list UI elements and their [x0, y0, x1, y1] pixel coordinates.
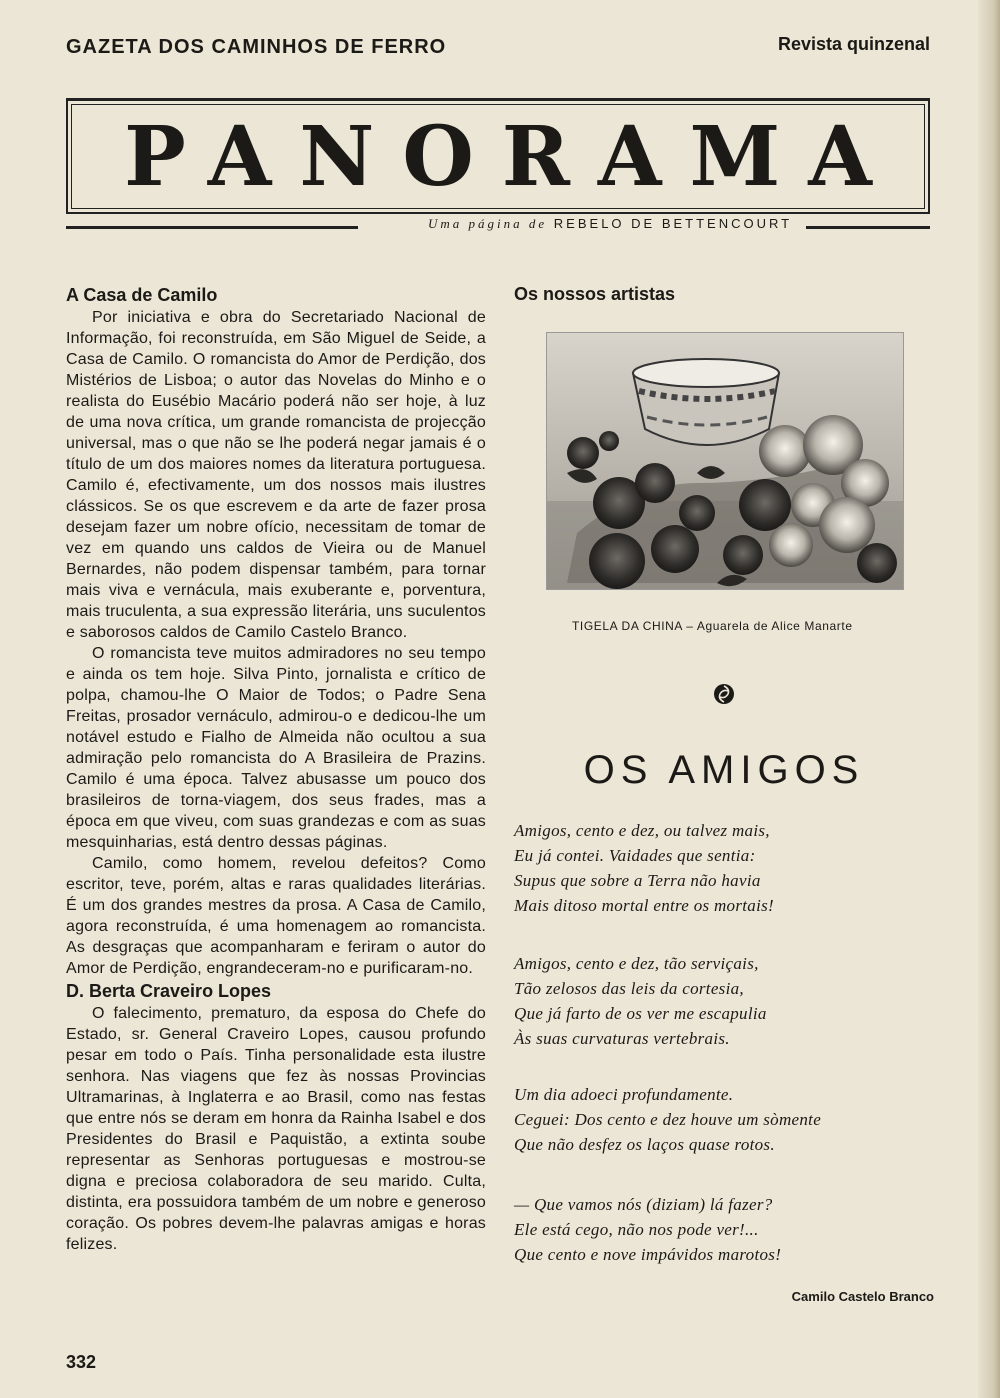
page-spine-shadow [978, 0, 1000, 1398]
poem-line: Eu já contei. Vaidades que sentia: [514, 846, 756, 865]
painting-image [546, 332, 904, 590]
poem-line: Que não desfez os laços quase rotos. [514, 1135, 775, 1154]
poem-line: Ceguei: Dos cento e dez houve um sòmente [514, 1110, 822, 1129]
poem-stanza [514, 818, 934, 918]
artists-heading: Os nossos artistas [514, 284, 676, 304]
article-paragraph: O romancista teve muitos admiradores no seu tempo e ainda os tem hoje. Silva Pinto, jornalista e crítico de polpa, chamou-lhe O Maior de Todos; o Padre Sena Freitas, prosador vernáculo, admirou-o e dedicou-lhe um notável estudo e Fialho de Almeida não ocultou a sua admiração pelo romancista do A Brasileira de Prazins. Camilo é uma época. Talvez abusasse um pouco dos brasileiros de torna-viagem, dos seus frades, mas a época em que viveu, com suas grandezas e com as suas mesquinharias, está dentro dessas páginas. [66, 645, 486, 851]
article-paragraph: O falecimento, prematuro, da esposa do Chefe do Estado, sr. General Craveiro Lopes, causou profundo pesar em todo o País. Tinha personalidade esta ilustre senhora. Nas viagens que fez às nossas Provincias Ultramarinas, à Inglaterra e ao Brasil, como nas festas que entre nós se deram em honra da Rainha Isabel e dos Presidentes do Brasil e Paquistão, a extinta soube representar as Senhoras portuguesas e mostrou-se digna e preciosa colaboradora de seu marido. Culta, distinta, era possuidora também de um nobre e generoso coração. Os pobres devem-lhe palavras amigas e horas felizes. [66, 1005, 486, 1253]
poem-line: Amigos, cento e dez, tão serviçais, [514, 954, 759, 973]
byline-rule-right [806, 226, 930, 229]
byline [424, 216, 796, 232]
still-life-illustration [547, 333, 903, 589]
poem-line: Amigos, cento e dez, ou talvez mais, [514, 821, 770, 840]
page-number: 332 [66, 1352, 97, 1372]
poem-line: Supus que sobre a Terra não havia [514, 871, 761, 890]
article-paragraph: Por iniciativa e obra do Secretariado Nacional de Informação, foi reconstruída, em São Miguel de Seide, a Casa de Camilo. O romancista do Amor de Perdição, dos Mistérios de Lisboa; o autor das Novelas do Minho e o realista do Eusébio Macário poderá não ser hoje, à luz de uma nova crítica, um grande romancista de projecção universal, mas o que não se lhe poderá negar jamais é o título de um dos maiores nomes da literatura portuguesa. Camilo é, efectivamente, um dos nossos mais ilustres clássicos. Se os que escrevem e da arte de fazer prosa desejam fazer um nobre ofício, necessitam de tomar de vez em quando uns caldos de Vieira ou de Manuel Bernardes, não podem dispensar também, para tornar mais viva e vernácula, mais exuberante e, porventura, mais truculenta, a sua expressão literária, uns suculentos e saborosos caldos de Camilo Castelo Branco. [66, 309, 486, 641]
poem-line: — Que vamos nós (diziam) lá fazer? [514, 1195, 773, 1214]
byline-rule-left [66, 226, 358, 229]
poem-stanza [514, 951, 934, 1051]
swirl-ornament-icon [713, 683, 735, 705]
poem-line: Que já farto de os ver me escapulia [514, 1004, 767, 1023]
right-column [514, 282, 934, 1304]
poem-stanza [514, 1082, 934, 1157]
poem-line: Ele está cego, não nos pode ver!... [514, 1220, 759, 1239]
byline-author: REBELO DE BETTENCOURT [553, 216, 793, 231]
poem-line: Mais ditoso mortal entre os mortais! [514, 896, 774, 915]
poem-line: Um dia adoeci profundamente. [514, 1085, 734, 1104]
panorama-banner [66, 98, 930, 214]
painting-caption: TIGELA DA CHINA – Aguarela de Alice Manarte [572, 619, 853, 633]
article-heading-berta-craveiro-lopes: D. Berta Craveiro Lopes [66, 981, 272, 1001]
article-paragraph: Camilo, como homem, revelou defeitos? Como escritor, teve, porém, altas e raras qualidades literárias. É um dos grandes mestres da prosa. A Casa de Camilo, agora reconstruída, é uma homenagem ao romancista. As desgraças que acompanharam e feriram o autor do Amor de Perdição, engrandeceram-no e purificaram-no. [66, 855, 486, 977]
byline-row [66, 216, 930, 238]
poem-title: OS AMIGOS [583, 748, 865, 792]
poem-line: Tão zelosos das leis da cortesia, [514, 979, 744, 998]
publication-frequency: Revista quinzenal [777, 34, 930, 54]
publication-name: GAZETA DOS CAMINHOS DE FERRO [66, 36, 447, 58]
poem-line: Às suas curvaturas vertebrais. [514, 1029, 730, 1048]
poem-stanza [514, 1192, 934, 1267]
article-heading-casa-de-camilo: A Casa de Camilo [66, 285, 218, 305]
banner-title: PANORAMA [124, 109, 900, 205]
poem-line: Que cento e nove impávidos marotos! [514, 1245, 782, 1264]
poem-author: Camilo Castelo Branco [791, 1289, 934, 1304]
left-column [66, 283, 486, 1255]
byline-prefix: Uma página de [428, 216, 548, 231]
